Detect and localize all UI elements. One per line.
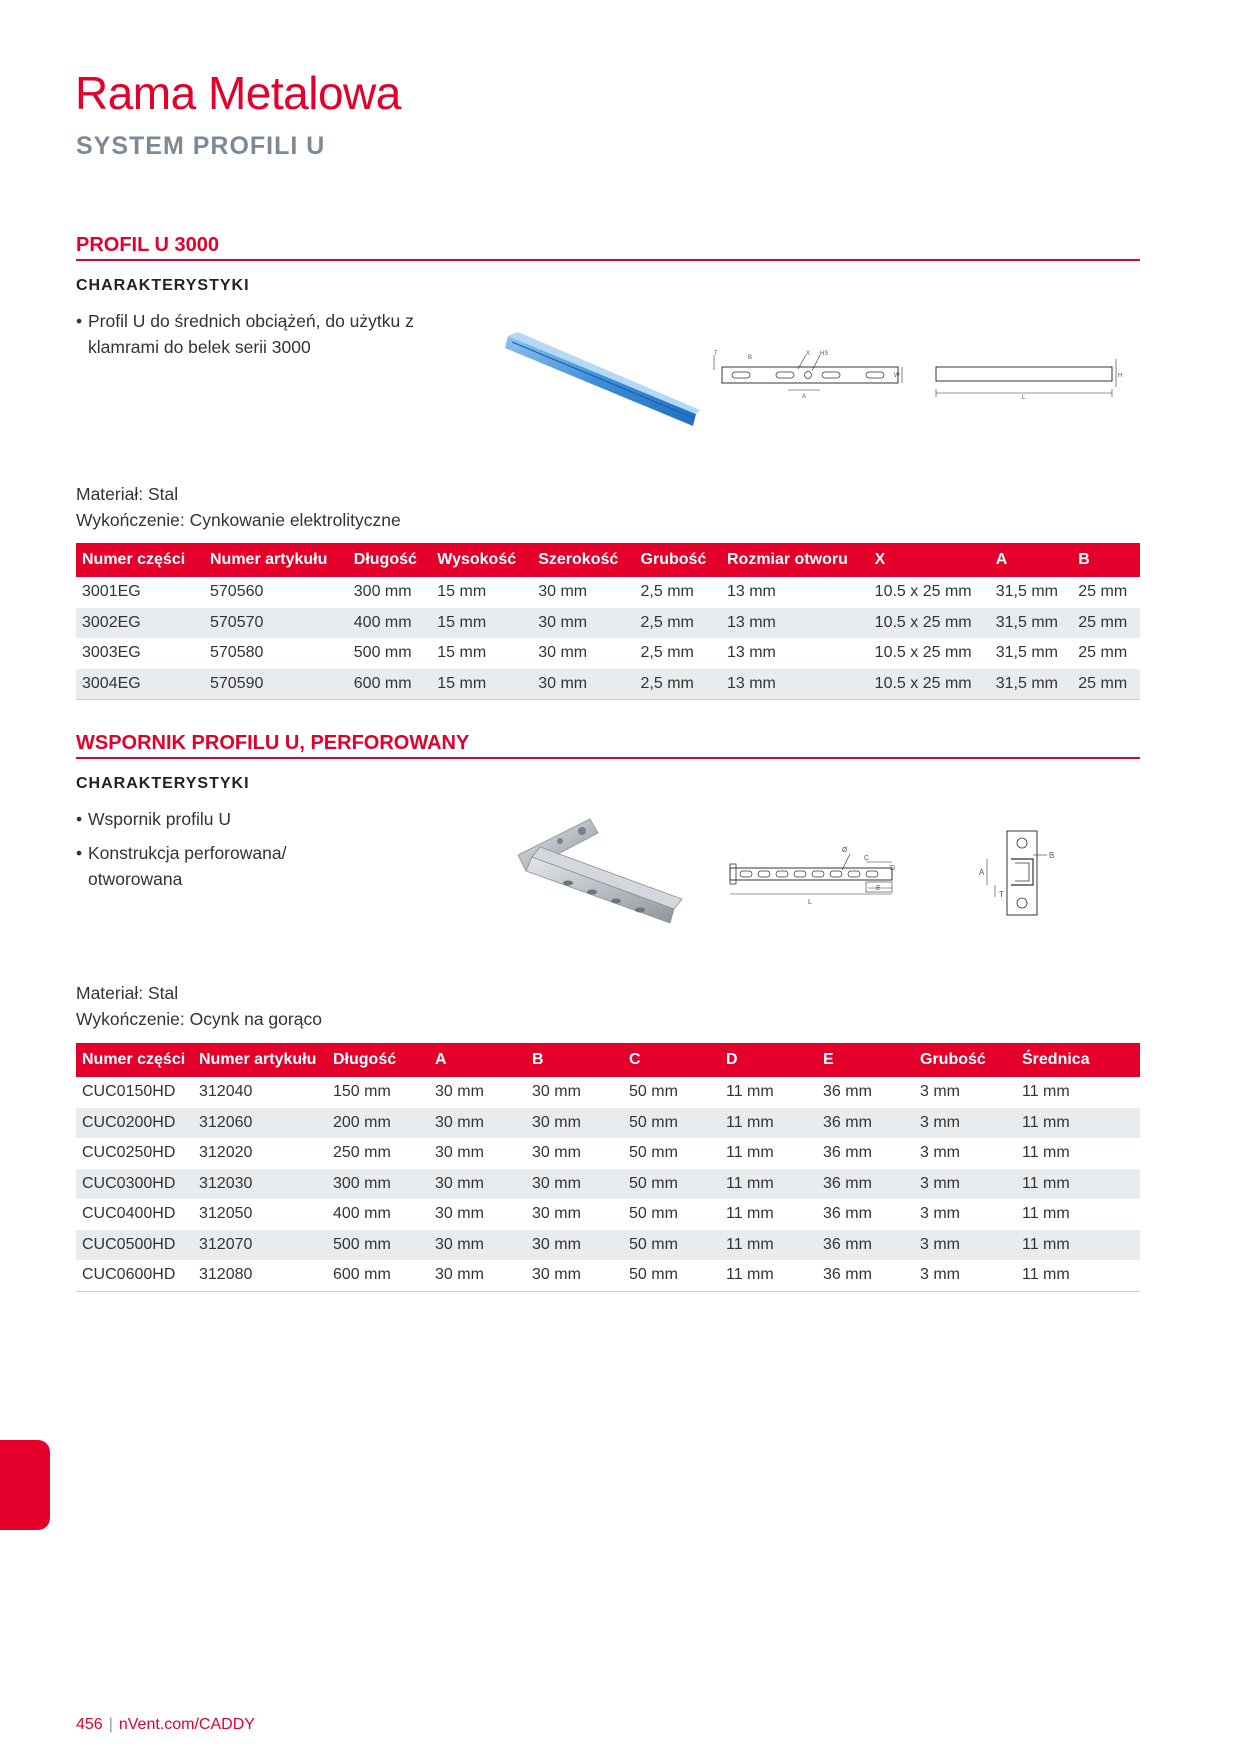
table-cell: CUC0500HD	[76, 1230, 193, 1261]
bracket-end-diagram	[975, 825, 1065, 920]
table-cell: 50 mm	[629, 1205, 678, 1223]
table-cell: 15 mm	[437, 583, 487, 601]
table-cell: 15 mm	[437, 644, 487, 662]
label-l: L	[808, 899, 812, 906]
table-cell: 312070	[193, 1230, 327, 1261]
table-cell: 30 mm	[538, 583, 588, 601]
table-cell: 500 mm	[353, 644, 412, 662]
label-a: A	[802, 394, 807, 400]
table-cell: 50 mm	[629, 1144, 678, 1162]
table-cell: 11 mm	[1016, 1230, 1140, 1261]
label-l: L	[1022, 395, 1026, 401]
table-header-row	[76, 1043, 1140, 1077]
table-cell: 30 mm	[532, 608, 634, 639]
table-cell: 30 mm	[435, 1083, 484, 1101]
table-cell: 2,5 mm	[635, 608, 721, 639]
label-a: A	[979, 868, 985, 877]
col-header: X	[869, 543, 990, 577]
table-cell: 570570	[204, 608, 348, 639]
table-cell: 25 mm	[1078, 644, 1128, 662]
table-cell: 10.5 x 25 mm	[869, 608, 990, 639]
table-row	[76, 1199, 1140, 1230]
table-cell: 300 mm	[353, 583, 412, 601]
characteristics-heading: CHARAKTERYSTYKI	[76, 277, 250, 294]
profil-u-spec-table	[76, 543, 1140, 700]
table-cell: 36 mm	[823, 1083, 872, 1101]
table-cell: 312050	[199, 1205, 253, 1223]
table-cell: 11 mm	[720, 1230, 817, 1261]
bracket-side-diagram	[718, 840, 908, 920]
table-cell: 3 mm	[914, 1260, 1016, 1291]
label-b: B	[748, 355, 753, 361]
material-text: Materiał: Stal	[76, 983, 179, 1003]
table-cell: 2,5 mm	[640, 644, 694, 662]
table-cell: CUC0250HD	[82, 1144, 176, 1162]
table-cell: 3004EG	[76, 669, 204, 700]
table-cell: 36 mm	[817, 1169, 914, 1200]
table-cell: 30 mm	[429, 1230, 526, 1261]
table-row	[76, 608, 1140, 639]
label-t: T	[714, 351, 718, 357]
table-cell: 13 mm	[726, 583, 776, 601]
table-cell: 250 mm	[333, 1144, 391, 1162]
table-cell: 36 mm	[817, 1230, 914, 1261]
col-header: Numer artykułu	[193, 1043, 327, 1077]
u-channel-front-diagram	[710, 345, 910, 405]
table-cell: 570560	[210, 583, 264, 601]
table-cell: 30 mm	[429, 1260, 526, 1291]
table-cell: 30 mm	[429, 1169, 526, 1200]
col-header: B	[526, 1043, 623, 1077]
characteristics-heading: CHARAKTERYSTYKI	[76, 775, 250, 792]
table-cell: 30 mm	[526, 1230, 623, 1261]
section-title-wspornik: WSPORNIK PROFILU U, PERFOROWANY	[76, 732, 470, 754]
table-row	[76, 1260, 1140, 1291]
table-cell: 3 mm	[914, 1169, 1016, 1200]
finish-text: Wykończenie: Cynkowanie elektrolityczne	[76, 510, 401, 530]
table-cell: CUC0400HD	[82, 1205, 176, 1223]
col-header: Wysokość	[431, 543, 532, 577]
col-header: Szerokość	[532, 543, 634, 577]
table-cell: 3 mm	[920, 1205, 960, 1223]
table-row	[76, 1138, 1140, 1169]
col-header: B	[1072, 543, 1140, 577]
table-cell: CUC0150HD	[82, 1083, 176, 1101]
label-b: B	[1049, 851, 1055, 860]
table-cell: 300 mm	[327, 1169, 429, 1200]
table-row	[76, 1077, 1140, 1108]
section-divider	[76, 757, 1140, 759]
u-channel-product-image	[500, 330, 700, 430]
finish-text: Wykończenie: Ocynk na gorąco	[76, 1009, 322, 1029]
table-cell: 11 mm	[1022, 1205, 1070, 1223]
table-cell: 50 mm	[629, 1083, 678, 1101]
table-cell: 200 mm	[327, 1108, 429, 1139]
footer-separator: |	[108, 1716, 113, 1733]
table-row	[76, 1108, 1140, 1139]
table-cell: 400 mm	[333, 1205, 391, 1223]
table-cell: CUC0600HD	[76, 1260, 193, 1291]
wspornik-spec-table	[76, 1043, 1140, 1292]
table-cell: 50 mm	[623, 1230, 720, 1261]
table-cell: 50 mm	[623, 1260, 720, 1291]
table-cell: 312030	[193, 1169, 327, 1200]
table-cell: CUC0300HD	[76, 1169, 193, 1200]
table-cell: 50 mm	[623, 1169, 720, 1200]
col-header: A	[990, 543, 1073, 577]
label-x: X	[806, 351, 811, 357]
table-cell: 312060	[193, 1108, 327, 1139]
table-cell: 31,5 mm	[995, 644, 1058, 662]
chapter-tab	[0, 1440, 50, 1530]
table-cell: 312080	[193, 1260, 327, 1291]
table-cell: 3 mm	[914, 1230, 1016, 1261]
table-cell: 2,5 mm	[640, 583, 694, 601]
material-text: Materiał: Stal	[76, 484, 179, 504]
table-cell: 11 mm	[1022, 1083, 1070, 1101]
table-cell: 31,5 mm	[990, 669, 1073, 700]
col-header: Długość	[327, 1043, 429, 1077]
col-header: E	[817, 1043, 914, 1077]
table-cell: 25 mm	[1072, 669, 1140, 700]
col-header: C	[623, 1043, 720, 1077]
table-cell: 3003EG	[82, 644, 141, 662]
table-row	[76, 577, 1140, 608]
page-number: 456	[76, 1716, 103, 1733]
label-d: D	[890, 865, 896, 872]
table-cell: 13 mm	[721, 669, 869, 700]
col-header: Numer artykułu	[204, 543, 348, 577]
label-c: C	[864, 855, 870, 862]
table-cell: 13 mm	[726, 644, 776, 662]
section-title-profil-u: PROFIL U 3000	[76, 234, 220, 256]
table-cell: 30 mm	[532, 1144, 581, 1162]
feature-bullet: • Wspornik profilu U	[76, 809, 231, 829]
col-header: Grubość	[914, 1043, 1016, 1077]
table-cell: 50 mm	[623, 1108, 720, 1139]
label-diameter: Ø	[842, 847, 848, 854]
table-cell: 3 mm	[914, 1108, 1016, 1139]
col-header: Numer części	[76, 543, 204, 577]
table-cell: 570580	[210, 644, 264, 662]
table-cell: 15 mm	[431, 608, 532, 639]
table-cell: 11 mm	[720, 1108, 817, 1139]
table-cell: 15 mm	[431, 669, 532, 700]
table-cell: 10.5 x 25 mm	[874, 583, 972, 601]
table-cell: CUC0200HD	[76, 1108, 193, 1139]
table-cell: 11 mm	[1016, 1260, 1140, 1291]
feature-bullet: • Profil U do średnich obciążeń, do użytku z klamrami do belek serii 3000	[76, 311, 414, 357]
table-cell: 30 mm	[532, 669, 634, 700]
table-cell: 312040	[199, 1083, 253, 1101]
table-cell: 30 mm	[532, 1083, 581, 1101]
label-w: W	[894, 373, 900, 379]
label-e: E	[876, 885, 881, 892]
table-row	[76, 1169, 1140, 1200]
table-cell: 25 mm	[1078, 583, 1128, 601]
table-cell: 312020	[199, 1144, 253, 1162]
col-header: Grubość	[635, 543, 721, 577]
u-channel-side-diagram	[928, 355, 1128, 405]
table-cell: 31,5 mm	[995, 583, 1058, 601]
col-header: Rozmiar otworu	[721, 543, 869, 577]
label-h: H	[1118, 373, 1123, 379]
col-header: Numer części	[76, 1043, 193, 1077]
col-header: D	[720, 1043, 817, 1077]
table-cell: 600 mm	[348, 669, 431, 700]
page-footer	[76, 1716, 255, 1734]
section-divider	[76, 259, 1140, 261]
table-cell: 36 mm	[817, 1108, 914, 1139]
table-cell: 11 mm	[720, 1260, 817, 1291]
label-hs: HS	[820, 351, 829, 357]
table-cell: 10.5 x 25 mm	[869, 669, 990, 700]
bracket-product-image	[510, 815, 690, 935]
table-cell: 36 mm	[823, 1144, 872, 1162]
table-cell: 11 mm	[726, 1144, 774, 1162]
table-cell: 3001EG	[82, 583, 141, 601]
table-cell: 570590	[204, 669, 348, 700]
table-cell: 13 mm	[721, 608, 869, 639]
page-title: Rama Metalowa	[75, 67, 401, 119]
table-cell: 30 mm	[435, 1205, 484, 1223]
table-cell: 30 mm	[526, 1108, 623, 1139]
table-cell: 11 mm	[726, 1205, 774, 1223]
label-t: T	[999, 890, 1004, 899]
table-cell: 500 mm	[327, 1230, 429, 1261]
table-cell: 11 mm	[1022, 1144, 1070, 1162]
table-cell: 600 mm	[327, 1260, 429, 1291]
table-cell: 3002EG	[76, 608, 204, 639]
table-cell: 30 mm	[526, 1260, 623, 1291]
table-row	[76, 669, 1140, 700]
table-cell: 2,5 mm	[635, 669, 721, 700]
table-cell: 30 mm	[429, 1108, 526, 1139]
table-cell: 36 mm	[823, 1205, 872, 1223]
table-cell: 3 mm	[920, 1144, 960, 1162]
footer-link[interactable]: nVent.com/CADDY	[118, 1716, 255, 1733]
table-cell: 11 mm	[1016, 1108, 1140, 1139]
table-row	[76, 638, 1140, 669]
table-cell: 31,5 mm	[990, 608, 1073, 639]
col-header: Długość	[348, 543, 431, 577]
table-cell: 36 mm	[817, 1260, 914, 1291]
table-header-row	[76, 543, 1140, 577]
table-cell: 30 mm	[538, 644, 588, 662]
col-header: Średnica	[1016, 1043, 1140, 1077]
feature-bullet: • Konstrukcja perforowana/ otworowana	[76, 843, 287, 889]
table-cell: 11 mm	[726, 1083, 774, 1101]
table-cell: 30 mm	[526, 1169, 623, 1200]
table-cell: 3 mm	[920, 1083, 960, 1101]
table-cell: 30 mm	[532, 1205, 581, 1223]
page-subtitle: SYSTEM PROFILI U	[76, 132, 326, 160]
table-cell: 400 mm	[348, 608, 431, 639]
col-header: A	[429, 1043, 526, 1077]
table-cell: 25 mm	[1072, 608, 1140, 639]
table-cell: 150 mm	[333, 1083, 391, 1101]
table-cell: 11 mm	[1016, 1169, 1140, 1200]
table-cell: 10.5 x 25 mm	[874, 644, 972, 662]
table-cell: 11 mm	[720, 1169, 817, 1200]
table-cell: 30 mm	[435, 1144, 484, 1162]
table-row	[76, 1230, 1140, 1261]
